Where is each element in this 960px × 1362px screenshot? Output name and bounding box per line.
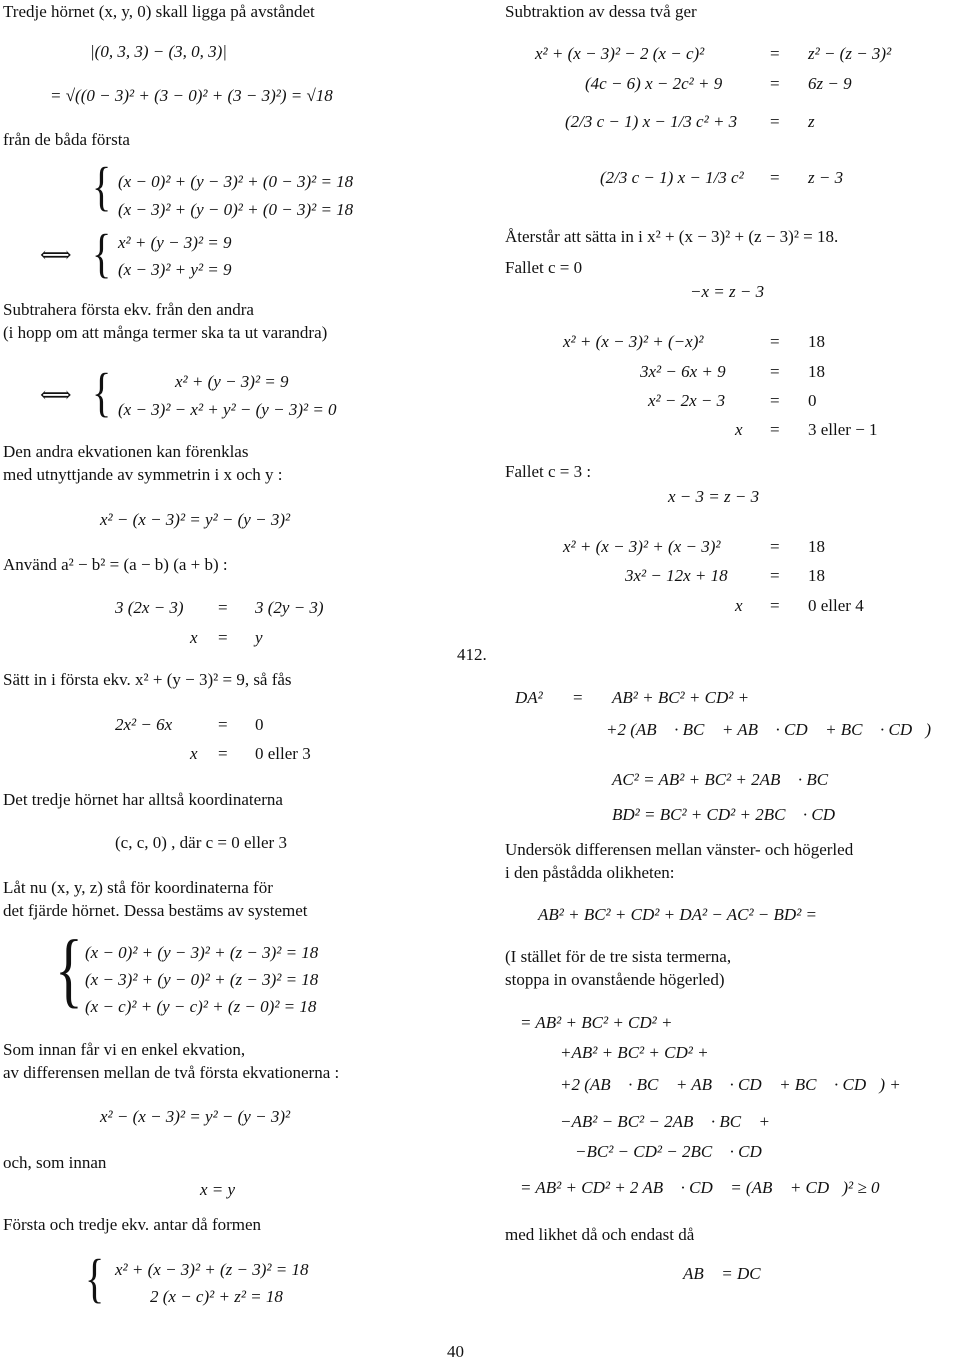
math-cell: =	[770, 537, 780, 556]
math-cell: 6z − 9	[808, 74, 852, 93]
math-cell: 3 (2y − 3)	[255, 598, 324, 617]
math-cell: 3 eller − 1	[808, 420, 878, 439]
math-cell: 18	[808, 537, 825, 556]
text-line: (i hopp om att många termer ska ta ut varandra)	[3, 323, 328, 342]
text-line: och, som innan	[3, 1153, 107, 1172]
brace: {	[92, 155, 112, 217]
brace: {	[92, 222, 112, 284]
math-cell: =	[770, 362, 780, 381]
text-line: från de båda första	[3, 130, 130, 149]
math-cell: 0 eller 3	[255, 744, 311, 763]
math-cell: =	[770, 391, 780, 410]
brace: {	[55, 922, 83, 1017]
math-cell: x	[735, 420, 743, 439]
math-line: (x − 0)² + (y − 3)² + (0 − 3)² = 18	[118, 172, 354, 191]
math-cell: =	[218, 744, 228, 763]
page-number: 40	[447, 1342, 464, 1361]
math-cell: 0 eller 4	[808, 596, 864, 615]
brace: {	[92, 361, 112, 423]
math-cell: =	[573, 688, 583, 707]
math-cell: x² + (x − 3)² + (−x)²	[563, 332, 704, 351]
math-line: = AB² + BC² + CD² +	[520, 1013, 673, 1032]
math-cell: x	[735, 596, 743, 615]
math-cell: 18	[808, 566, 825, 585]
math-line: x² − (x − 3)² = y² − (y − 3)²	[100, 1107, 291, 1126]
math-cell: =	[218, 598, 228, 617]
math-cell: x	[190, 628, 198, 647]
math-line: AB⃗ = DC⃗	[683, 1264, 774, 1283]
math-cell: (4c − 6) x − 2c² + 9	[585, 74, 723, 93]
math-cell: =	[770, 566, 780, 585]
math-line: BD² = BC² + CD² + 2BC⃗ · CD⃗	[612, 805, 849, 824]
math-cell: =	[218, 715, 228, 734]
text-line: Fallet c = 0	[505, 258, 583, 277]
math-cell: =	[770, 44, 780, 63]
text-line: Första och tredje ekv. antar då formen	[3, 1215, 262, 1234]
text-line: Sätt in i första ekv. x² + (y − 3)² = 9, så fås	[3, 670, 292, 689]
math-line: x² + (y − 3)² = 9	[175, 372, 289, 391]
math-line: (x − 3)² + (y − 0)² + (z − 3)² = 18	[85, 970, 319, 989]
math-line: (x − c)² + (y − c)² + (z − 0)² = 18	[85, 997, 317, 1016]
math-line: = √((0 − 3)² + (3 − 0)² + (3 − 3)²) = √18	[50, 86, 333, 105]
text-line: med likhet då och endast då	[505, 1225, 695, 1244]
math-line: x² + (x − 3)² + (z − 3)² = 18	[115, 1260, 309, 1279]
math-cell: y	[255, 628, 263, 647]
math-cell: 18	[808, 362, 825, 381]
math-line: x² + (y − 3)² = 9	[118, 233, 232, 252]
math-cell: =	[770, 420, 780, 439]
text-line: Fallet c = 3 :	[505, 462, 592, 481]
math-line: (x − 3)² + y² = 9	[118, 260, 232, 279]
math-cell: 0	[808, 391, 817, 410]
math-cell: AB² + BC² + CD² +	[612, 688, 750, 707]
math-cell: x² − 2x − 3	[648, 391, 726, 410]
math-cell: =	[770, 596, 780, 615]
math-line: +2 (AB⃗ · BC⃗ + AB⃗ · CD⃗ + BC⃗ · CD⃗) +	[560, 1075, 901, 1094]
math-cell: 3 (2x − 3)	[115, 598, 184, 617]
math-line: x² − (x − 3)² = y² − (y − 3)²	[100, 510, 291, 529]
math-cell: 18	[808, 332, 825, 351]
math-line: +2 (AB⃗ · BC⃗ + AB⃗ · CD⃗ + BC⃗ · CD⃗)	[606, 720, 931, 739]
text-line: Undersök differensen mellan vänster- och högerled	[505, 840, 854, 859]
math-line: −AB² − BC² − 2AB⃗ · BC⃗ +	[560, 1112, 771, 1131]
text-line: Återstår att sätta in i x² + (x − 3)² + (z − 3)² = 18.	[505, 227, 839, 246]
math-cell: =	[218, 628, 228, 647]
math-line: +AB² + BC² + CD² +	[560, 1043, 709, 1062]
math-cell: =	[770, 112, 780, 131]
math-line: −x = z − 3	[690, 282, 765, 301]
math-line: (x − 3)² + (y − 0)² + (0 − 3)² = 18	[118, 200, 354, 219]
math-cell: =	[770, 74, 780, 93]
text-line: Som innan får vi en enkel ekvation,	[3, 1040, 246, 1059]
math-cell: x² + (x − 3)² − 2 (x − c)²	[535, 44, 705, 63]
math-cell: =	[770, 332, 780, 351]
math-line: x − 3 = z − 3	[668, 487, 760, 506]
text-line: Tredje hörnet (x, y, 0) skall ligga på avståndet	[3, 2, 315, 21]
text-line: av differensen mellan de två första ekvationerna :	[3, 1063, 340, 1082]
math-line: (x − 3)² − x² + y² − (y − 3)² = 0	[118, 400, 337, 419]
math-cell: DA²	[515, 688, 543, 707]
text-line: i den påstådda olikheten:	[505, 863, 675, 882]
math-line: (c, c, 0) , där c = 0 eller 3	[115, 833, 287, 852]
math-cell: z² − (z − 3)²	[808, 44, 892, 63]
text-line: Låt nu (x, y, z) stå för koordinaterna för	[3, 878, 273, 897]
math-cell: 2x² − 6x	[115, 715, 173, 734]
text-line: (I stället för de tre sista termerna,	[505, 947, 732, 966]
math-cell: x² + (x − 3)² + (x − 3)²	[563, 537, 721, 556]
text-line: Det tredje hörnet har alltså koordinaterna	[3, 790, 283, 809]
math-line: (x − 0)² + (y − 3)² + (z − 3)² = 18	[85, 943, 319, 962]
text-line: Subtrahera första ekv. från den andra	[3, 300, 254, 319]
math-line: 2 (x − c)² + z² = 18	[150, 1287, 283, 1306]
math-line: AB² + BC² + CD² + DA² − AC² − BD² =	[538, 905, 818, 924]
math-cell: (2/3 c − 1) x − 1/3 c² + 3	[565, 112, 738, 131]
equivalence-arrow: ⟺	[40, 382, 72, 407]
text-line: stoppa in ovanstående högerled)	[505, 970, 725, 989]
math-line: −BC² − CD² − 2BC⃗ · CD⃗	[575, 1142, 775, 1161]
math-cell: =	[770, 168, 780, 187]
math-line: = AB² + CD² + 2 AB⃗ · CD⃗ = (AB⃗ + CD⃗)² ≥ 0	[520, 1178, 880, 1197]
math-cell: 0	[255, 715, 264, 734]
math-cell: x	[190, 744, 198, 763]
equivalence-arrow: ⟺	[40, 242, 72, 267]
math-cell: 3x² − 6x + 9	[640, 362, 726, 381]
math-cell: (2/3 c − 1) x − 1/3 c²	[600, 168, 744, 187]
text-line: Den andra ekvationen kan förenklas	[3, 442, 249, 461]
math-line: x = y	[200, 1180, 236, 1199]
math-cell: z − 3	[808, 168, 844, 187]
text-line: Subtraktion av dessa två ger	[505, 2, 697, 21]
text-line: Använd a² − b² = (a − b) (a + b) :	[3, 555, 228, 574]
math-line: |(0, 3, 3) − (3, 0, 3)|	[90, 42, 227, 61]
text-line: med utnyttjande av symmetrin i x och y :	[3, 465, 283, 484]
math-cell: z	[808, 112, 815, 131]
brace: {	[85, 1247, 105, 1309]
math-line: AC² = AB² + BC² + 2AB⃗ · BC⃗	[612, 770, 842, 789]
math-cell: 3x² − 12x + 18	[625, 566, 728, 585]
text-line: det fjärde hörnet. Dessa bestäms av systemet	[3, 901, 308, 920]
problem-number: 412.	[457, 645, 487, 664]
